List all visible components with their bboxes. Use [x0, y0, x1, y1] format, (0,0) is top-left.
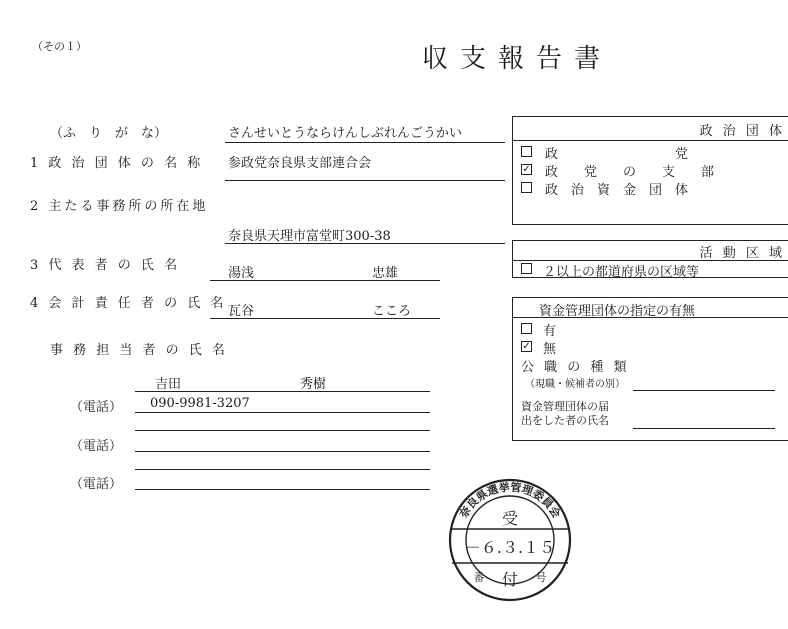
stamp-seal-graphic	[447, 477, 573, 603]
public-office-label: 公 職 の 種 類	[521, 360, 630, 375]
notifier-label-1: 資金管理団体の届	[521, 400, 609, 413]
phone-label-3: （電話）	[70, 477, 123, 492]
fund-designation-no-checkbox[interactable]: ✓	[522, 341, 531, 352]
fund-designation-yes-label: 有	[543, 324, 557, 339]
staff-label: 事 務 担 当 者 の 氏 名	[50, 343, 228, 358]
public-office-underline	[633, 390, 775, 391]
furigana-value: さんせいとうならけんしぶれんごうかい	[228, 126, 463, 141]
org-type-box	[512, 116, 788, 225]
representative-underline	[210, 280, 440, 281]
sheet-number: （その１）	[32, 40, 87, 53]
phone-value: 090-9981-3207	[150, 396, 250, 411]
activity-area-header: 活 動 区 域	[699, 246, 785, 261]
page-title: 収支報告書	[422, 44, 613, 74]
treasurer-first-name: こころ	[372, 304, 412, 319]
reception-stamp	[447, 477, 573, 603]
stamp-kanji-left: 番	[473, 571, 485, 584]
furigana-underline	[225, 142, 505, 143]
office-underline	[225, 243, 505, 244]
org-name-label: 1 政 治 団 体 の 名 称	[30, 156, 204, 171]
representative-label: 3 代 表 者 の 氏 名	[30, 258, 181, 273]
fund-designation-yes-checkbox[interactable]	[521, 323, 532, 334]
org-type-fund-checkbox[interactable]	[521, 182, 532, 193]
activity-area-checkbox[interactable]	[521, 263, 532, 274]
public-office-note: （現職・候補者の別）	[525, 379, 625, 390]
fund-designation-box	[512, 297, 788, 441]
staff-name-underline	[135, 391, 430, 392]
org-type-party-label: 政 党	[545, 147, 689, 162]
phone-label-2: （電話）	[70, 439, 123, 454]
activity-area-box	[512, 240, 788, 278]
stamp-kanji-center: 付	[501, 570, 519, 589]
representative-first-name: 忠雄	[372, 266, 399, 281]
treasurer-label: 4 会 計 責 任 者 の 氏 名	[30, 296, 227, 311]
stamp-received: 受	[501, 509, 519, 528]
office-value: 奈良県天理市富堂町300-38	[228, 229, 391, 244]
fund-designation-header: 資金管理団体の指定の有無	[539, 304, 696, 319]
treasurer-last-name: 瓦谷	[228, 304, 255, 319]
org-type-party-checkbox[interactable]	[521, 146, 532, 157]
furigana-label: （ふ り が な）	[50, 126, 168, 141]
fund-designation-divider	[513, 317, 788, 318]
staff-name-underline-2	[135, 430, 430, 431]
staff-name-underline-3	[135, 469, 430, 470]
stamp-arc-text: 奈良県選挙管理委員会	[457, 480, 563, 521]
org-type-fund-label: 政 治 資 金 団 体	[545, 183, 689, 198]
org-name-value: 参政党奈良県支部連合会	[228, 156, 372, 171]
staff-last-name: 吉田	[155, 377, 182, 392]
representative-last-name: 湯浅	[228, 266, 255, 281]
phone-label-1: （電話）	[70, 400, 123, 415]
phone-underline-1	[135, 412, 430, 413]
org-name-underline	[225, 180, 505, 181]
org-type-branch-checkbox[interactable]: ✓	[522, 164, 531, 175]
notifier-label-2: 出をした者の氏名	[521, 414, 609, 427]
activity-area-label: ２以上の都道府県の区域等	[543, 265, 700, 280]
org-type-header-divider	[513, 140, 788, 141]
fund-designation-no-label: 無	[543, 342, 557, 357]
org-type-branch-label: 政 党 の 支 部	[545, 165, 715, 180]
stamp-date: －６.３.１５	[464, 538, 556, 557]
org-type-header: 政 治 団 体	[699, 124, 785, 139]
office-label: 2 主たる事務所の所在地	[30, 199, 209, 214]
phone-underline-2	[135, 451, 430, 452]
treasurer-underline	[210, 318, 440, 319]
stamp-kanji-right: 号	[535, 571, 547, 584]
notifier-underline	[633, 428, 775, 429]
phone-underline-3	[135, 489, 430, 490]
staff-first-name: 秀樹	[300, 377, 327, 392]
